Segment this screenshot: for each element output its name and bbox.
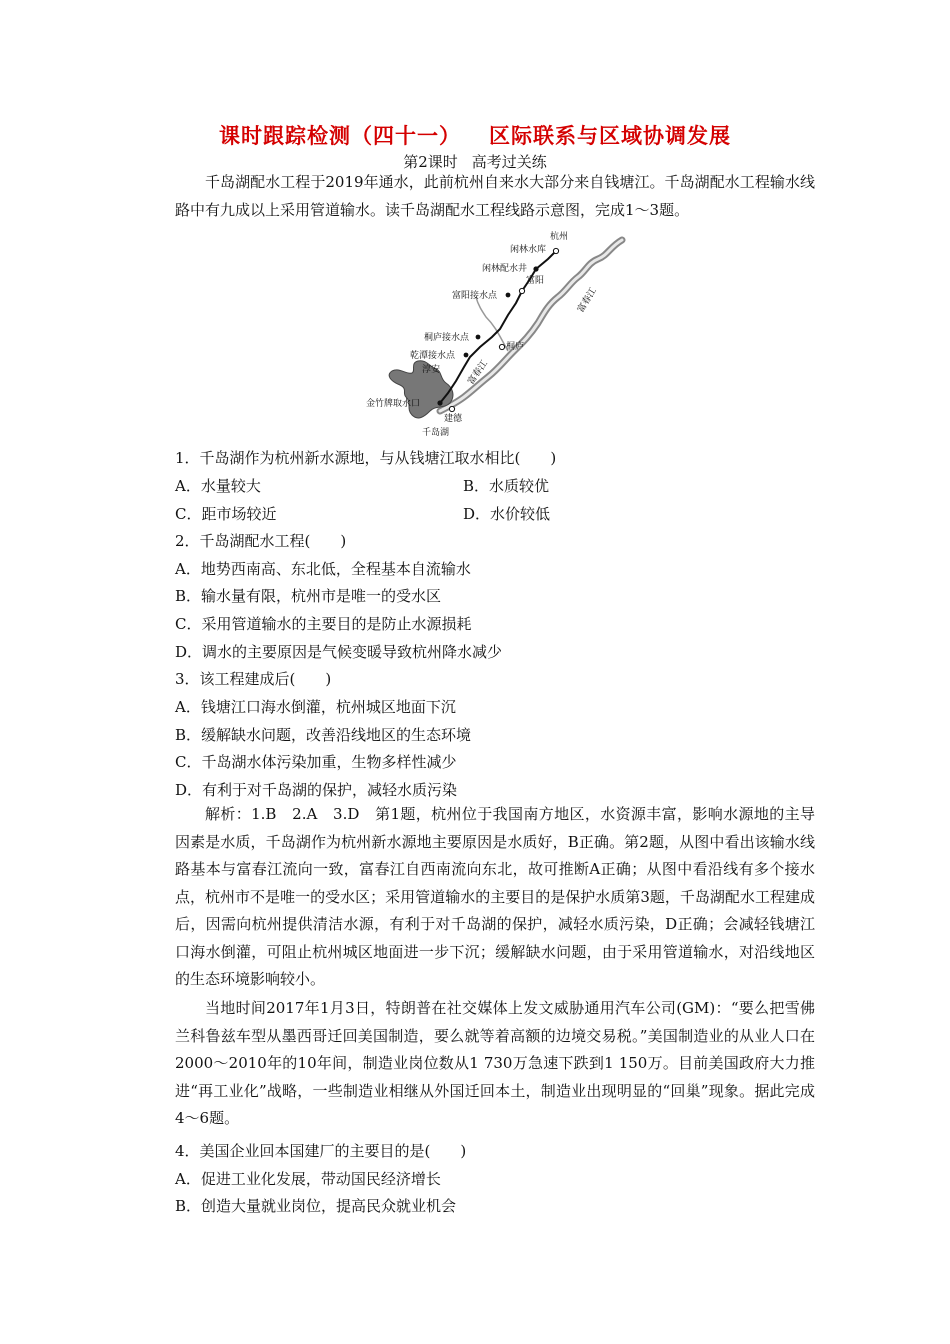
label-fuyang-intake: 富阳接水点: [452, 291, 498, 301]
label-fuchun-river-lower: 富春江: [466, 358, 490, 387]
subtitle-part-1: 第2课时: [403, 153, 458, 171]
label-xianlin-well: 闲林配水井: [482, 264, 528, 274]
q2-option-c: C．采用管道输水的主要目的是防止水源损耗: [175, 615, 472, 633]
q3-option-c: C．千岛湖水体污染加重，生物多样性减少: [175, 753, 457, 771]
q2-option-b: B．输水量有限，杭州市是唯一的受水区: [175, 587, 442, 605]
q4-stem: 4．美国企业回本国建厂的主要目的是( ): [175, 1142, 467, 1160]
q1-option-d: D．水价较低: [463, 505, 551, 523]
q1-stem: 1．千岛湖作为杭州新水源地，与从钱塘江取水相比( ): [175, 449, 557, 467]
intro-paragraph-2: 当地时间2017年1月3日，特朗普在社交媒体上发文威胁通用汽车公司(GM)：“要么把雪佛兰科鲁兹车型从墨西哥迁回美国制造，要么就等着高额的边境交易税。”美国制造业的从业人口在2000～2010年的10年间，制造业岗位数从1 730万急速下跌到1 150万。目前美国政府大力推进“再工业化”战略，一些制造业相继从外国迁回本土，制造业出现明显的“回巢”现象。据此完成4～6题。: [175, 999, 815, 1127]
label-qiantan-intake: 乾潭接水点: [410, 351, 456, 361]
tonglu-intake-point: [476, 335, 481, 340]
title-part-1: 课时跟踪检测（四十一）: [219, 124, 461, 148]
q3-option-a: A．钱塘江口海水倒灌，杭州城区地面下沉: [175, 698, 456, 716]
title-part-2: 区际联系与区域协调发展: [489, 124, 731, 148]
fuchun-river: [440, 240, 622, 411]
label-jiande: 建德: [444, 414, 463, 424]
q3-option-d: D．有利于对千岛湖的保护，减轻水质污染: [175, 781, 458, 799]
q3-stem: 3．该工程建成后( ): [175, 670, 332, 688]
q4-option-b: B．创造大量就业岗位，提高民众就业机会: [175, 1197, 457, 1215]
page-title: [0, 120, 950, 150]
label-fuyang: 富阳: [526, 276, 545, 286]
subtitle-part-2: 高考过关练: [471, 153, 547, 171]
q2-option-d: D．调水的主要原因是气候变暖导致杭州降水减少: [175, 643, 503, 661]
qiantan-intake-point: [464, 353, 469, 358]
label-tonglu: 桐庐: [506, 342, 525, 352]
fuyang-point: [519, 288, 524, 293]
label-chunan: 淳安: [422, 365, 441, 375]
q2-stem: 2．千岛湖配水工程( ): [175, 532, 347, 550]
water-diversion-route-map: [360, 225, 640, 440]
label-fuchun-river-upper: 富春江: [576, 286, 599, 315]
q1-option-c: C．距市场较近: [175, 505, 277, 523]
label-xianlin-reservoir: 闲林水库: [510, 245, 547, 255]
analysis-paragraph: 解析：1.B 2.A 3.D 第1题，杭州位于我国南方地区，水资源丰富，影响水源地的主导因素是水质，千岛湖作为杭州新水源地主要原因是水质好，B正确。第2题，从图中看出该输水线路基本与富春江流向一致，富春江自西南流向东北，故可推断A正确；从图中看沿线有多个接水点，杭州市不是唯一的受水区；采用管道输水的主要目的是保护水质第3题，千岛湖配水工程建成后，因需向杭州提供清洁水源，有利于对千岛湖的保护，减轻水质污染，D正确；会减轻钱塘江口海水倒灌，可阻止杭州城区地面进一步下沉；缓解缺水问题，由于采用管道输水，对沿线地区的生态环境影响较小。: [175, 805, 815, 988]
hangzhou-point: [553, 248, 558, 253]
q1-option-b: B．水质较优: [463, 477, 550, 495]
q3-option-b: B．缓解缺水问题，改善沿线地区的生态环境: [175, 726, 472, 744]
label-tonglu-intake: 桐庐接水点: [424, 333, 470, 343]
label-qiandao-lake: 千岛湖: [422, 428, 450, 438]
q4-option-a: A．促进工业化发展，带动国民经济增长: [175, 1170, 441, 1188]
jinzhupai-point: [437, 400, 442, 405]
q1-option-a: A．水量较大: [175, 477, 261, 495]
q2-option-a: A．地势西南高、东北低，全程基本自流输水: [175, 560, 471, 578]
tonglu-point: [499, 344, 504, 349]
label-hangzhou: 杭州: [550, 232, 569, 242]
label-jinzhupai-intake: 金竹牌取水口: [366, 399, 421, 409]
fuyang-intake-point: [506, 293, 511, 298]
xianlin-well-point: [533, 266, 538, 271]
intro-paragraph-1: 千岛湖配水工程于2019年通水，此前杭州自来水大部分来自钱塘江。千岛湖配水工程输水线路中有九成以上采用管道输水。读千岛湖配水工程线路示意图，完成1～3题。: [175, 173, 815, 219]
jiande-point: [449, 406, 454, 411]
